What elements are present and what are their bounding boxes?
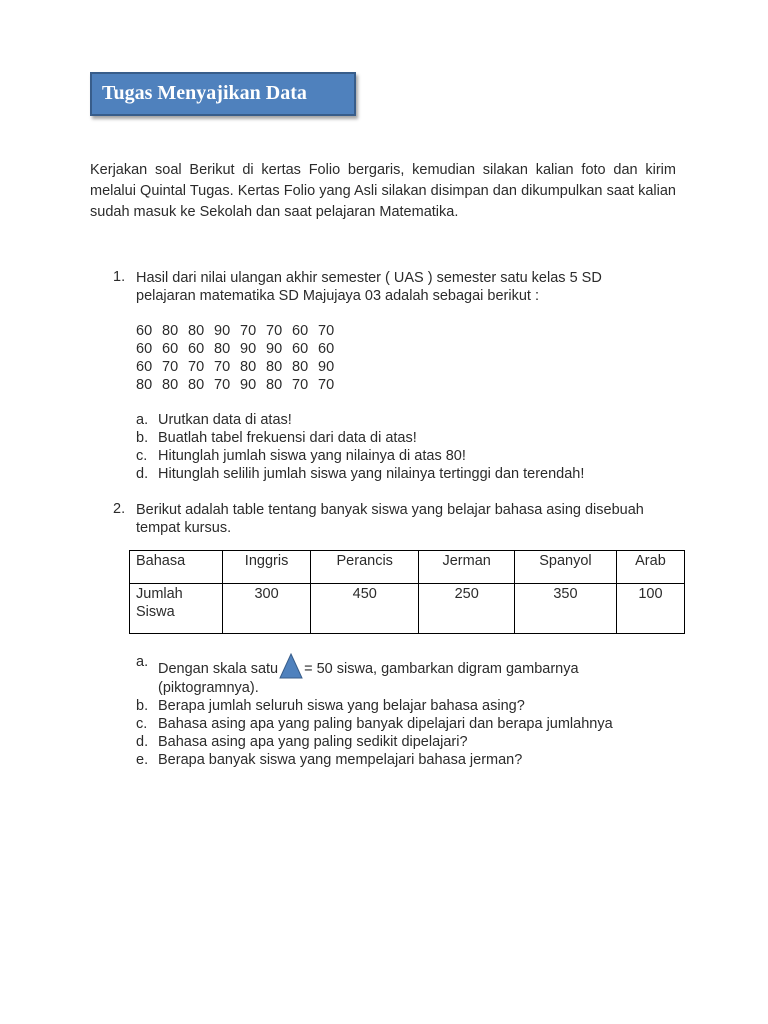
item-letter: b. xyxy=(136,698,149,714)
item-text: Hitunglah selilih jumlah siswa yang nilainya tertinggi dan terendah! xyxy=(158,466,585,482)
language-table xyxy=(129,550,685,634)
score-cell: 80 xyxy=(292,359,309,375)
score-cell: 80 xyxy=(266,359,283,375)
list-item xyxy=(136,715,676,733)
table-row xyxy=(130,551,685,584)
score-cell: 60 xyxy=(292,341,309,357)
item-text: Buatlah tabel frekuensi dari data di atas! xyxy=(158,430,417,446)
score-cell: 80 xyxy=(162,323,179,339)
score-cell: 80 xyxy=(214,341,231,357)
item-letter: b. xyxy=(136,430,149,446)
score-cell: 70 xyxy=(162,359,179,375)
question-2-text: Berikut adalah table tentang banyak siswa yang belajar bahasa asing disebuah tempat kursus. xyxy=(136,502,644,536)
question-2-subitems xyxy=(136,653,676,769)
item-text: Bahasa asing apa yang paling sedikit dipelajari? xyxy=(158,734,468,750)
table-cell: 250 xyxy=(419,584,515,634)
table-header-cell: Perancis xyxy=(311,551,419,584)
table-header-cell: Jerman xyxy=(419,551,515,584)
score-cell: 80 xyxy=(136,377,153,393)
score-cell: 80 xyxy=(266,377,283,393)
list-item xyxy=(136,447,584,465)
score-cell: 70 xyxy=(318,377,335,393)
score-cell: 70 xyxy=(266,323,283,339)
item-letter: d. xyxy=(136,466,149,482)
score-cell: 80 xyxy=(188,377,205,393)
score-cell: 70 xyxy=(214,377,231,393)
question-1-number: 1. xyxy=(113,269,126,285)
item-letter: a. xyxy=(136,412,149,428)
item-a-text-before: Dengan skala satu xyxy=(158,661,279,677)
score-cell: 60 xyxy=(136,341,153,357)
score-cell: 90 xyxy=(266,341,283,357)
item-letter: e. xyxy=(136,752,149,768)
item-text: Berapa jumlah seluruh siswa yang belajar bahasa asing? xyxy=(158,698,525,714)
table-cell: 300 xyxy=(223,584,311,634)
score-cell: 60 xyxy=(292,323,309,339)
table-cell: 450 xyxy=(311,584,419,634)
list-item xyxy=(136,653,676,697)
item-letter: c. xyxy=(136,448,148,464)
table-header-cell: Spanyol xyxy=(514,551,616,584)
table-header-cell: Arab xyxy=(616,551,684,584)
question-2-number: 2. xyxy=(113,501,126,517)
score-cell: 80 xyxy=(162,377,179,393)
list-item xyxy=(136,733,676,751)
item-text: Bahasa asing apa yang paling banyak dipelajari dan berapa jumlahnya xyxy=(158,716,613,732)
item-text xyxy=(158,653,676,697)
list-item xyxy=(136,751,676,769)
score-cell: 90 xyxy=(240,341,257,357)
score-grid-row xyxy=(136,322,344,340)
intro-paragraph: Kerjakan soal Berikut di kertas Folio bergaris, kemudian silakan kalian foto dan kirim melalui Quintal Tugas. Kertas Folio yang Asli silakan disimpan dan dikumpulkan saat kalian sudah masuk ke Sekolah dan saat pelajaran Matematika. xyxy=(90,162,676,220)
score-cell: 60 xyxy=(318,341,335,357)
item-letter: d. xyxy=(136,734,149,750)
score-cell: 70 xyxy=(318,323,335,339)
list-item xyxy=(136,411,584,429)
score-cell: 90 xyxy=(318,359,335,375)
table-row xyxy=(130,584,685,634)
score-cell: 60 xyxy=(136,323,153,339)
list-item xyxy=(136,429,584,447)
item-letter: c. xyxy=(136,716,148,732)
item-letter: a. xyxy=(136,654,149,670)
score-cell: 90 xyxy=(240,377,257,393)
triangle-icon xyxy=(279,653,303,679)
item-text: Hitunglah jumlah siswa yang nilainya di atas 80! xyxy=(158,448,466,464)
question-1-text: Hasil dari nilai ulangan akhir semester ( UAS ) semester satu kelas 5 SD pelajaran matematika SD Majujaya 03 adalah sebagai berikut : xyxy=(136,270,602,304)
score-cell: 80 xyxy=(240,359,257,375)
score-cell: 60 xyxy=(188,341,205,357)
item-a-text-after: = 50 siswa, gambarkan digram gambarnya (piktogramnya). xyxy=(158,661,579,696)
table-header-cell: Bahasa xyxy=(130,551,223,584)
question-1-subitems xyxy=(136,411,584,483)
page-title: Tugas Menyajikan Data xyxy=(102,82,307,104)
score-cell: 90 xyxy=(214,323,231,339)
score-cell: 80 xyxy=(188,323,205,339)
score-grid-row xyxy=(136,340,344,358)
table-cell: Jumlah Siswa xyxy=(130,584,223,634)
title-banner xyxy=(90,72,356,116)
score-cell: 70 xyxy=(214,359,231,375)
table-header-cell: Inggris xyxy=(223,551,311,584)
score-cell: 60 xyxy=(136,359,153,375)
score-cell: 70 xyxy=(188,359,205,375)
score-grid xyxy=(136,322,344,394)
score-cell: 60 xyxy=(162,341,179,357)
item-text: Berapa banyak siswa yang mempelajari bahasa jerman? xyxy=(158,752,523,768)
table-cell: 350 xyxy=(514,584,616,634)
score-cell: 70 xyxy=(240,323,257,339)
table-cell: 100 xyxy=(616,584,684,634)
score-cell: 70 xyxy=(292,377,309,393)
list-item xyxy=(136,465,584,483)
item-text: Urutkan data di atas! xyxy=(158,412,292,428)
list-item xyxy=(136,697,676,715)
score-grid-row xyxy=(136,376,344,394)
score-grid-row xyxy=(136,358,344,376)
